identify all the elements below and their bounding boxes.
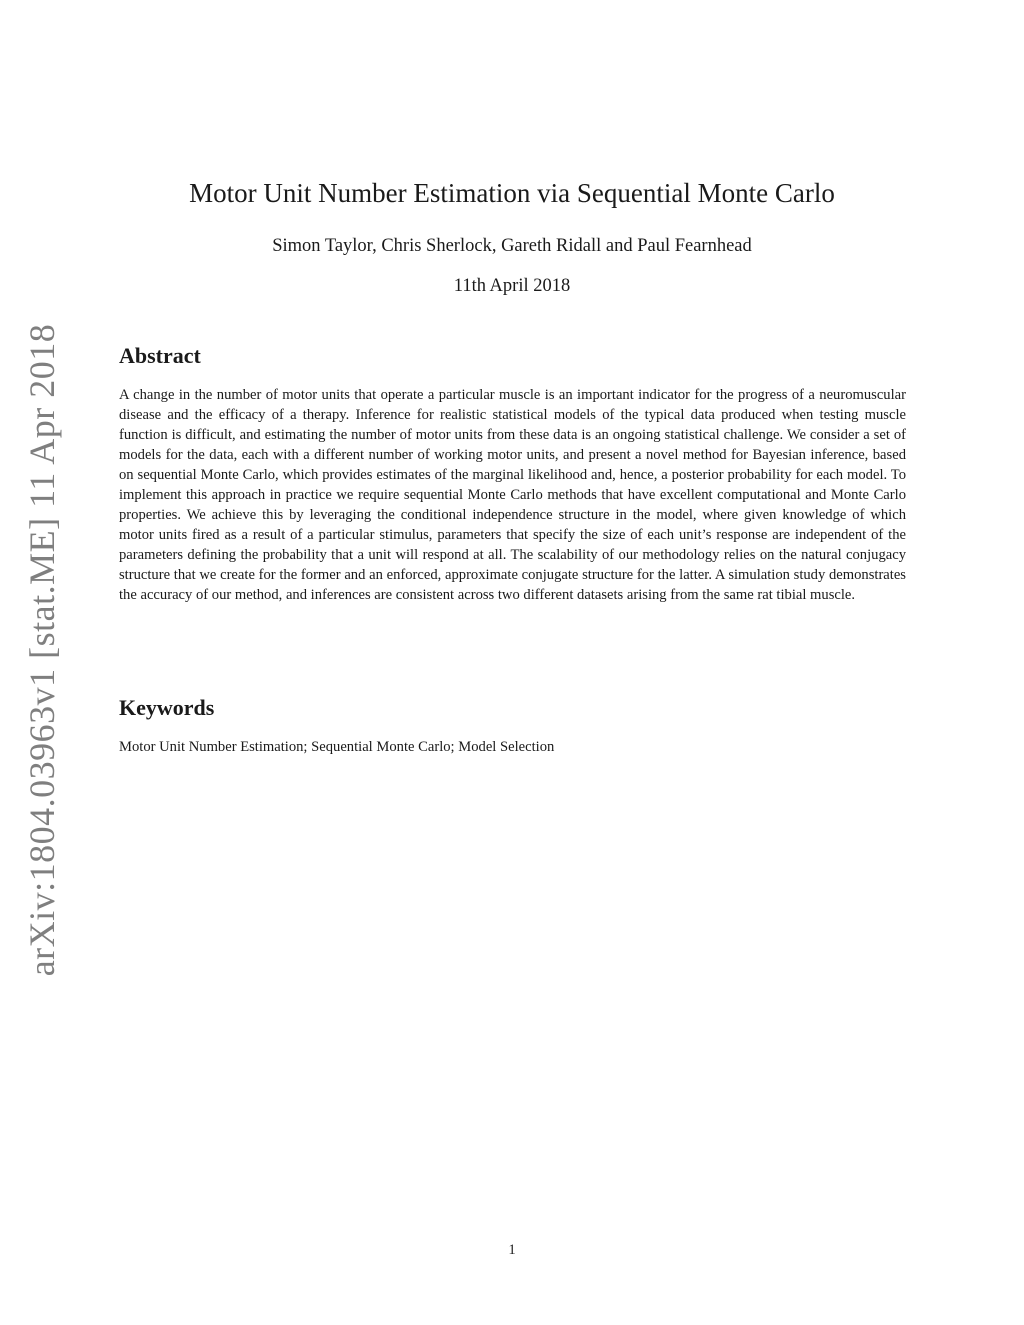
keywords-text: Motor Unit Number Estimation; Sequential Monte Carlo; Model Selection (119, 739, 555, 755)
paper-title: Motor Unit Number Estimation via Sequential Monte Carlo (189, 178, 835, 208)
paper-date: 11th April 2018 (453, 276, 571, 296)
arxiv-identifier-stamp: arXiv:1804.03963v1 [stat.ME] 11 Apr 2018 (22, 323, 62, 977)
abstract-heading: Abstract (119, 343, 201, 368)
keywords-heading: Keywords (119, 695, 215, 720)
page-number: 1 (508, 1242, 516, 1258)
paper-authors: Simon Taylor, Chris Sherlock, Gareth Ridall and Paul Fearnhead (272, 236, 752, 256)
abstract-text: A change in the number of motor units that operate a particular muscle is an important indicator for the progress of a neuromuscular disease and the efficacy of a therapy. Inference for realistic statistical models of the typical data produced when testing muscle function is difficult, and estimating the number of motor units from these data is an ongoing statistical challenge. We consider a set of models for the data, each with a different number of working motor units, and present a novel method for Bayesian inference, based on sequential Monte Carlo, which provides estimates of the marginal likelihood and, hence, a posterior probability for each model. To implement this approach in practice we require sequential Monte Carlo methods that have excellent computational and Monte Carlo properties. We achieve this by leveraging the conditional independence structure in the model, where given knowledge of which motor units fired as a result of a particular stimulus, parameters that specify the size of each unit’s response are independent of the parameters defining the probability that a unit will respond at all. The scalability of our methodology relies on the natural conjugacy structure that we create for the former and an enforced, approximate conjugate structure for the latter. A simulation study demonstrates the accuracy of our method, and inferences are consistent across two different datasets arising from the same rat tibial muscle. (119, 387, 906, 603)
